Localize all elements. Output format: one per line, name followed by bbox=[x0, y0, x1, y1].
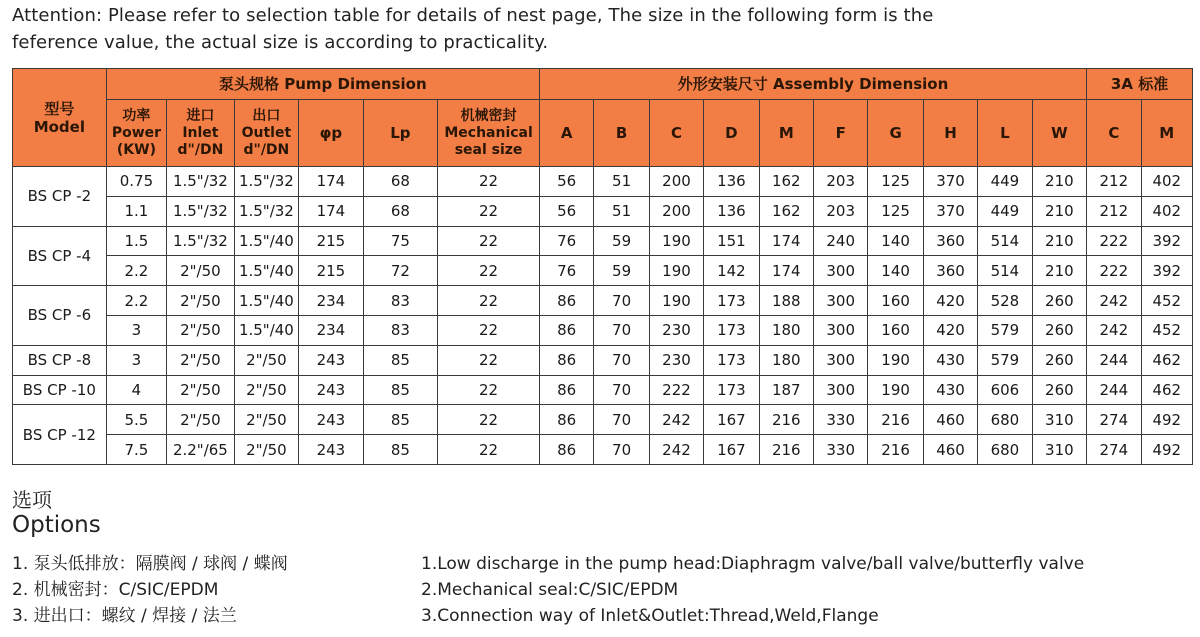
options-title-en: Options bbox=[12, 512, 101, 538]
table-cell: 76 bbox=[539, 226, 593, 256]
table-cell: 173 bbox=[704, 375, 759, 405]
table-cell: 579 bbox=[978, 315, 1032, 345]
table-cell: 83 bbox=[363, 286, 438, 316]
column-header-2-zh: 进口 bbox=[186, 107, 215, 124]
column-header-17 bbox=[1087, 100, 1141, 167]
table-cell: 260 bbox=[1032, 345, 1087, 375]
table-cell: 70 bbox=[594, 345, 649, 375]
table-cell: 514 bbox=[978, 226, 1032, 256]
table-cell: 3 bbox=[106, 345, 166, 375]
table-cell: 1.5"/40 bbox=[234, 256, 298, 286]
table-cell: 420 bbox=[923, 315, 977, 345]
table-cell: 449 bbox=[978, 196, 1032, 226]
table-cell: 449 bbox=[978, 167, 1032, 197]
options-title-zh: 选项 bbox=[12, 488, 52, 512]
table-cell: 330 bbox=[814, 435, 868, 465]
assembly-dimension-header: 外形安装尺寸 Assembly Dimension bbox=[539, 69, 1086, 100]
table-cell: 492 bbox=[1141, 405, 1192, 435]
table-cell: 22 bbox=[438, 256, 540, 286]
table-cell: 160 bbox=[868, 315, 923, 345]
table-cell: 216 bbox=[868, 435, 923, 465]
table-cell: 68 bbox=[363, 196, 438, 226]
table-cell: 310 bbox=[1032, 405, 1087, 435]
column-header-8 bbox=[594, 100, 649, 167]
table-cell: 222 bbox=[1087, 256, 1141, 286]
table-cell: 210 bbox=[1032, 167, 1087, 197]
table-cell: 300 bbox=[814, 315, 868, 345]
table-cell: 162 bbox=[759, 167, 813, 197]
table-cell: 240 bbox=[814, 226, 868, 256]
model-name-cell: BS CP -8 bbox=[13, 345, 107, 375]
table-cell: 2.2"/65 bbox=[167, 435, 235, 465]
table-cell: 173 bbox=[704, 286, 759, 316]
table-cell: 242 bbox=[1087, 315, 1141, 345]
standard-3a-header: 3A 标准 bbox=[1087, 69, 1193, 100]
table-cell: 452 bbox=[1141, 286, 1192, 316]
table-cell: 370 bbox=[923, 167, 977, 197]
table-cell: 430 bbox=[923, 375, 977, 405]
table-cell: 22 bbox=[438, 226, 540, 256]
table-cell: 243 bbox=[299, 345, 363, 375]
column-header-row bbox=[13, 100, 1193, 167]
table-cell: 85 bbox=[363, 405, 438, 435]
table-cell: 606 bbox=[978, 375, 1032, 405]
table-cell: 3 bbox=[106, 315, 166, 345]
table-cell: 1.5"/40 bbox=[234, 315, 298, 345]
column-header-18 bbox=[1141, 100, 1192, 167]
table-cell: 22 bbox=[438, 196, 540, 226]
model-header-en: Model bbox=[33, 117, 85, 136]
table-cell: 86 bbox=[539, 345, 593, 375]
table-row bbox=[13, 286, 1193, 316]
table-cell: 242 bbox=[649, 405, 703, 435]
table-cell: 2"/50 bbox=[234, 405, 298, 435]
option-item-zh-3: 3. 进出口：螺纹 / 焊接 / 法兰 bbox=[12, 606, 237, 626]
table-cell: 360 bbox=[923, 256, 977, 286]
table-cell: 187 bbox=[759, 375, 813, 405]
column-header-9 bbox=[649, 100, 703, 167]
model-name-cell: BS CP -12 bbox=[13, 405, 107, 465]
table-cell: 151 bbox=[704, 226, 759, 256]
table-cell: 210 bbox=[1032, 196, 1087, 226]
table-cell: 243 bbox=[299, 375, 363, 405]
table-cell: 85 bbox=[363, 375, 438, 405]
column-header-7 bbox=[539, 100, 593, 167]
column-header-2-en1: Inlet bbox=[182, 124, 219, 141]
table-cell: 244 bbox=[1087, 375, 1141, 405]
column-header-13 bbox=[868, 100, 923, 167]
column-header-6-en1: Mechanical bbox=[444, 124, 533, 141]
table-cell: 200 bbox=[649, 167, 703, 197]
column-header-1 bbox=[106, 100, 166, 167]
pump-spec-table bbox=[12, 68, 1193, 465]
table-cell: 330 bbox=[814, 405, 868, 435]
model-header-zh: 型号 bbox=[44, 99, 75, 118]
table-cell: 2"/50 bbox=[167, 405, 235, 435]
table-row bbox=[13, 256, 1193, 286]
table-cell: 86 bbox=[539, 405, 593, 435]
table-cell: 430 bbox=[923, 345, 977, 375]
table-cell: 86 bbox=[539, 315, 593, 345]
table-cell: 460 bbox=[923, 435, 977, 465]
table-cell: 140 bbox=[868, 256, 923, 286]
table-cell: 180 bbox=[759, 315, 813, 345]
column-header-14 bbox=[923, 100, 977, 167]
table-cell: 136 bbox=[704, 167, 759, 197]
table-cell: 76 bbox=[539, 256, 593, 286]
table-cell: 402 bbox=[1141, 196, 1192, 226]
table-cell: 70 bbox=[594, 375, 649, 405]
table-cell: 2"/50 bbox=[167, 315, 235, 345]
table-cell: 22 bbox=[438, 345, 540, 375]
column-header-8-en1: B bbox=[615, 123, 628, 142]
table-row bbox=[13, 405, 1193, 435]
table-cell: 492 bbox=[1141, 435, 1192, 465]
table-cell: 2"/50 bbox=[234, 345, 298, 375]
table-cell: 162 bbox=[759, 196, 813, 226]
table-cell: 22 bbox=[438, 435, 540, 465]
table-cell: 51 bbox=[594, 167, 649, 197]
table-cell: 1.5"/32 bbox=[167, 196, 235, 226]
table-cell: 188 bbox=[759, 286, 813, 316]
table-cell: 392 bbox=[1141, 256, 1192, 286]
table-cell: 7.5 bbox=[106, 435, 166, 465]
table-row bbox=[13, 435, 1193, 465]
column-header-12 bbox=[814, 100, 868, 167]
table-cell: 22 bbox=[438, 315, 540, 345]
table-cell: 180 bbox=[759, 345, 813, 375]
table-cell: 1.5"/32 bbox=[234, 167, 298, 197]
column-header-16-en1: W bbox=[1051, 123, 1068, 142]
table-cell: 0.75 bbox=[106, 167, 166, 197]
table-cell: 190 bbox=[649, 286, 703, 316]
table-cell: 2"/50 bbox=[167, 286, 235, 316]
table-cell: 56 bbox=[539, 196, 593, 226]
option-item-en-1: 1.Low discharge in the pump head:Diaphragm valve/ball valve/butterfly valve bbox=[421, 554, 1085, 574]
option-item-zh-2: 2. 机械密封：C/SIC/EPDM bbox=[12, 580, 219, 600]
model-name-cell: BS CP -2 bbox=[13, 167, 107, 227]
table-cell: 1.5"/40 bbox=[234, 286, 298, 316]
table-cell: 243 bbox=[299, 405, 363, 435]
column-header-3-zh: 出口 bbox=[252, 107, 281, 124]
options-title bbox=[12, 488, 101, 538]
table-cell: 462 bbox=[1141, 375, 1192, 405]
column-header-11 bbox=[759, 100, 813, 167]
column-header-15 bbox=[978, 100, 1032, 167]
table-cell: 2"/50 bbox=[167, 256, 235, 286]
spec-table-body bbox=[13, 167, 1193, 465]
column-header-2-en2: d"/DN bbox=[177, 141, 224, 158]
table-cell: 167 bbox=[704, 405, 759, 435]
table-cell: 136 bbox=[704, 196, 759, 226]
table-cell: 203 bbox=[814, 167, 868, 197]
table-cell: 75 bbox=[363, 226, 438, 256]
table-cell: 680 bbox=[978, 435, 1032, 465]
column-header-11-en1: M bbox=[778, 123, 794, 142]
table-cell: 70 bbox=[594, 315, 649, 345]
table-cell: 210 bbox=[1032, 256, 1087, 286]
table-cell: 579 bbox=[978, 345, 1032, 375]
column-header-7-en1: A bbox=[560, 123, 573, 142]
column-header-6-zh: 机械密封 bbox=[460, 107, 517, 124]
table-cell: 260 bbox=[1032, 315, 1087, 345]
table-row bbox=[13, 375, 1193, 405]
pump-dimension-header: 泵头规格 Pump Dimension bbox=[106, 69, 539, 100]
table-cell: 216 bbox=[868, 405, 923, 435]
table-cell: 260 bbox=[1032, 375, 1087, 405]
table-cell: 125 bbox=[868, 196, 923, 226]
table-cell: 215 bbox=[299, 226, 363, 256]
table-cell: 174 bbox=[299, 167, 363, 197]
table-cell: 420 bbox=[923, 286, 977, 316]
table-cell: 70 bbox=[594, 435, 649, 465]
table-cell: 22 bbox=[438, 167, 540, 197]
table-cell: 51 bbox=[594, 196, 649, 226]
column-header-17-en1: C bbox=[1108, 123, 1120, 142]
column-header-12-en1: F bbox=[835, 123, 846, 142]
table-cell: 2"/50 bbox=[167, 375, 235, 405]
table-cell: 59 bbox=[594, 256, 649, 286]
table-cell: 22 bbox=[438, 286, 540, 316]
table-cell: 2.2 bbox=[106, 256, 166, 286]
table-cell: 212 bbox=[1087, 196, 1141, 226]
table-cell: 230 bbox=[649, 345, 703, 375]
table-cell: 160 bbox=[868, 286, 923, 316]
table-cell: 234 bbox=[299, 315, 363, 345]
table-cell: 222 bbox=[649, 375, 703, 405]
table-cell: 203 bbox=[814, 196, 868, 226]
table-cell: 216 bbox=[759, 405, 813, 435]
column-header-1-en2: (KW) bbox=[116, 141, 156, 158]
table-cell: 200 bbox=[649, 196, 703, 226]
column-header-3-en2: d"/DN bbox=[243, 141, 290, 158]
attention-line-2: feference value, the actual size is according to practicality. bbox=[12, 32, 549, 53]
table-cell: 2"/50 bbox=[234, 435, 298, 465]
column-header-15-en1: L bbox=[1000, 123, 1010, 142]
table-cell: 190 bbox=[649, 226, 703, 256]
table-cell: 2.2 bbox=[106, 286, 166, 316]
table-cell: 402 bbox=[1141, 167, 1192, 197]
table-cell: 360 bbox=[923, 226, 977, 256]
table-cell: 230 bbox=[649, 315, 703, 345]
table-cell: 2"/50 bbox=[167, 345, 235, 375]
option-item-en-3: 3.Connection way of Inlet&Outlet:Thread,Weld,Flange bbox=[421, 606, 879, 626]
column-header-6 bbox=[438, 100, 540, 167]
attention-notice bbox=[12, 2, 1192, 56]
table-row bbox=[13, 196, 1193, 226]
table-cell: 310 bbox=[1032, 435, 1087, 465]
table-cell: 174 bbox=[759, 256, 813, 286]
table-cell: 56 bbox=[539, 167, 593, 197]
table-cell: 242 bbox=[1087, 286, 1141, 316]
table-row bbox=[13, 226, 1193, 256]
column-header-18-en1: M bbox=[1159, 123, 1175, 142]
table-cell: 460 bbox=[923, 405, 977, 435]
table-cell: 244 bbox=[1087, 345, 1141, 375]
table-cell: 125 bbox=[868, 167, 923, 197]
table-cell: 86 bbox=[539, 375, 593, 405]
table-cell: 1.5"/40 bbox=[234, 226, 298, 256]
option-item-en-2: 2.Mechanical seal:C/SIC/EPDM bbox=[421, 580, 679, 600]
table-cell: 274 bbox=[1087, 405, 1141, 435]
table-cell: 274 bbox=[1087, 435, 1141, 465]
table-cell: 22 bbox=[438, 405, 540, 435]
table-cell: 174 bbox=[299, 196, 363, 226]
table-cell: 85 bbox=[363, 435, 438, 465]
column-header-9-en1: C bbox=[670, 123, 682, 142]
table-cell: 70 bbox=[594, 286, 649, 316]
table-cell: 142 bbox=[704, 256, 759, 286]
column-header-6-en2: seal size bbox=[454, 141, 523, 158]
table-cell: 190 bbox=[649, 256, 703, 286]
column-header-2 bbox=[167, 100, 235, 167]
table-cell: 72 bbox=[363, 256, 438, 286]
table-cell: 680 bbox=[978, 405, 1032, 435]
table-cell: 212 bbox=[1087, 167, 1141, 197]
table-cell: 300 bbox=[814, 375, 868, 405]
table-cell: 173 bbox=[704, 315, 759, 345]
table-cell: 300 bbox=[814, 286, 868, 316]
options-list-zh bbox=[12, 551, 412, 629]
column-header-5 bbox=[363, 100, 438, 167]
column-header-13-en1: G bbox=[889, 123, 902, 142]
table-row bbox=[13, 315, 1193, 345]
column-header-3 bbox=[234, 100, 298, 167]
column-header-16 bbox=[1032, 100, 1087, 167]
attention-line-1: Attention: Please refer to selection table for details of nest page, The size in the following form is the bbox=[12, 5, 934, 26]
table-cell: 1.5"/32 bbox=[234, 196, 298, 226]
table-row bbox=[13, 345, 1193, 375]
table-cell: 2"/50 bbox=[234, 375, 298, 405]
column-header-4-en1: φp bbox=[319, 123, 343, 142]
column-header-10 bbox=[704, 100, 759, 167]
column-header-5-en1: Lp bbox=[390, 123, 411, 142]
model-header bbox=[13, 69, 107, 167]
table-cell: 215 bbox=[299, 256, 363, 286]
options-list-en bbox=[421, 551, 1191, 629]
table-cell: 85 bbox=[363, 345, 438, 375]
table-cell: 222 bbox=[1087, 226, 1141, 256]
table-cell: 4 bbox=[106, 375, 166, 405]
option-item-zh-1: 1. 泵头低排放：隔膜阀 / 球阀 / 蝶阀 bbox=[12, 554, 288, 574]
table-cell: 300 bbox=[814, 345, 868, 375]
table-cell: 174 bbox=[759, 226, 813, 256]
table-cell: 1.5 bbox=[106, 226, 166, 256]
column-header-1-en1: Power bbox=[111, 124, 162, 141]
table-cell: 210 bbox=[1032, 226, 1087, 256]
table-cell: 59 bbox=[594, 226, 649, 256]
table-cell: 70 bbox=[594, 405, 649, 435]
table-cell: 370 bbox=[923, 196, 977, 226]
column-header-4 bbox=[299, 100, 363, 167]
table-row bbox=[13, 167, 1193, 197]
table-cell: 190 bbox=[868, 375, 923, 405]
table-cell: 243 bbox=[299, 435, 363, 465]
table-cell: 86 bbox=[539, 435, 593, 465]
table-cell: 5.5 bbox=[106, 405, 166, 435]
table-cell: 1.5"/32 bbox=[167, 226, 235, 256]
table-cell: 1.5"/32 bbox=[167, 167, 235, 197]
table-cell: 300 bbox=[814, 256, 868, 286]
table-cell: 462 bbox=[1141, 345, 1192, 375]
column-header-1-zh: 功率 bbox=[122, 107, 151, 124]
table-cell: 22 bbox=[438, 375, 540, 405]
table-cell: 452 bbox=[1141, 315, 1192, 345]
table-cell: 68 bbox=[363, 167, 438, 197]
table-cell: 514 bbox=[978, 256, 1032, 286]
table-cell: 242 bbox=[649, 435, 703, 465]
column-header-3-en1: Outlet bbox=[241, 124, 292, 141]
model-name-cell: BS CP -4 bbox=[13, 226, 107, 286]
table-cell: 173 bbox=[704, 345, 759, 375]
table-cell: 140 bbox=[868, 226, 923, 256]
column-header-10-en1: D bbox=[725, 123, 738, 142]
model-name-cell: BS CP -10 bbox=[13, 375, 107, 405]
table-cell: 190 bbox=[868, 345, 923, 375]
table-cell: 260 bbox=[1032, 286, 1087, 316]
table-cell: 234 bbox=[299, 286, 363, 316]
table-cell: 216 bbox=[759, 435, 813, 465]
table-cell: 1.1 bbox=[106, 196, 166, 226]
table-cell: 86 bbox=[539, 286, 593, 316]
column-header-14-en1: H bbox=[944, 123, 957, 142]
table-cell: 392 bbox=[1141, 226, 1192, 256]
table-cell: 83 bbox=[363, 315, 438, 345]
table-cell: 167 bbox=[704, 435, 759, 465]
table-cell: 528 bbox=[978, 286, 1032, 316]
model-name-cell: BS CP -6 bbox=[13, 286, 107, 346]
